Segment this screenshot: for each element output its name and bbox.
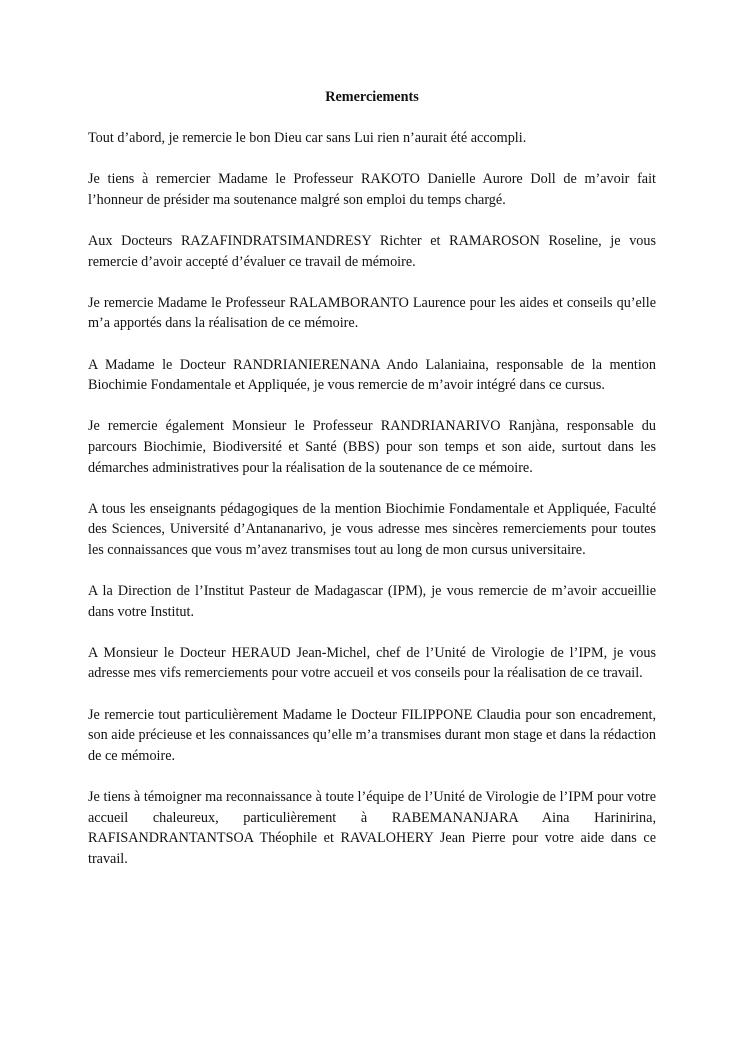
paragraph-rakoto: Je tiens à remercier Madame le Professeur RAKOTO Danielle Aurore Doll de m’avoir fait l’honneur de présider ma soutenance malgré son emploi du temps chargé.: [88, 171, 656, 208]
paragraph-dieu: Tout d’abord, je remercie le bon Dieu car sans Lui rien n’aurait été accompli.: [88, 130, 527, 146]
paragraph-docteurs-evaluateurs: Aux Docteurs RAZAFINDRATSIMANDRESY Richter et RAMAROSON Roseline, je vous remercie d’avoir accepté d’évaluer ce travail de mémoire.: [88, 232, 656, 270]
paragraph-randrianarivo: Je remercie également Monsieur le Professeur RANDRIANARIVO Ranjàna, responsable du parcours Biochimie, Biodiversité et Santé (BBS) pour son temps et son aide, surtout dans les démarches administratives pour la réalisation de la soutenance de ce mémoire.: [88, 418, 656, 476]
paragraph-direction-ipm: A la Direction de l’Institut Pasteur de Madagascar (IPM), je vous remercie de m’avoir accueillie dans votre Institut.: [88, 583, 656, 620]
paragraph-heraud: A Monsieur le Docteur HERAUD Jean-Michel, chef de l’Unité de Virologie de l’IPM, je vous adresse mes vifs remerciements pour votre accueil et vos conseils pour la réalisation de ce travail.: [88, 644, 656, 682]
document-page: [88, 86, 656, 890]
page-title: Remerciements: [325, 89, 419, 105]
paragraph-randrianierenana: A Madame le Docteur RANDRIANIERENANA Ando Lalaniaina, responsable de la mention Biochimie Fondamentale et Appliquée, je vous remercie de m’avoir intégré dans ce cursus.: [88, 356, 656, 394]
paragraph-ralamboranto: Je remercie Madame le Professeur RALAMBORANTO Laurence pour les aides et conseils qu’elle m’a apportés dans la réalisation de ce mémoire.: [88, 294, 656, 332]
paragraph-filippone: Je remercie tout particulièrement Madame le Docteur FILIPPONE Claudia pour son encadrement, son aide précieuse et les connaissances qu’elle m’a transmises durant mon stage et dans la rédaction de ce mémoire.: [88, 706, 656, 764]
paragraph-enseignants: A tous les enseignants pédagogiques de la mention Biochimie Fondamentale et Appliquée, Faculté des Sciences, Université d’Antananarivo, je vous adresse mes sincères remerciements pour toutes les connaissances que vous m’avez transmises tout au long de mon cursus universitaire.: [88, 500, 656, 558]
paragraph-equipe-virologie: Je tiens à témoigner ma reconnaissance à toute l’équipe de l’Unité de Virologie de l’IPM pour votre accueil chaleureux, particulièrement à RABEMANANJARA Aina Harinirina, RAFISANDRANTANTSOA Théophile et RAVALOHERY Jean Pierre pour votre aide dans ce travail.: [88, 789, 656, 867]
